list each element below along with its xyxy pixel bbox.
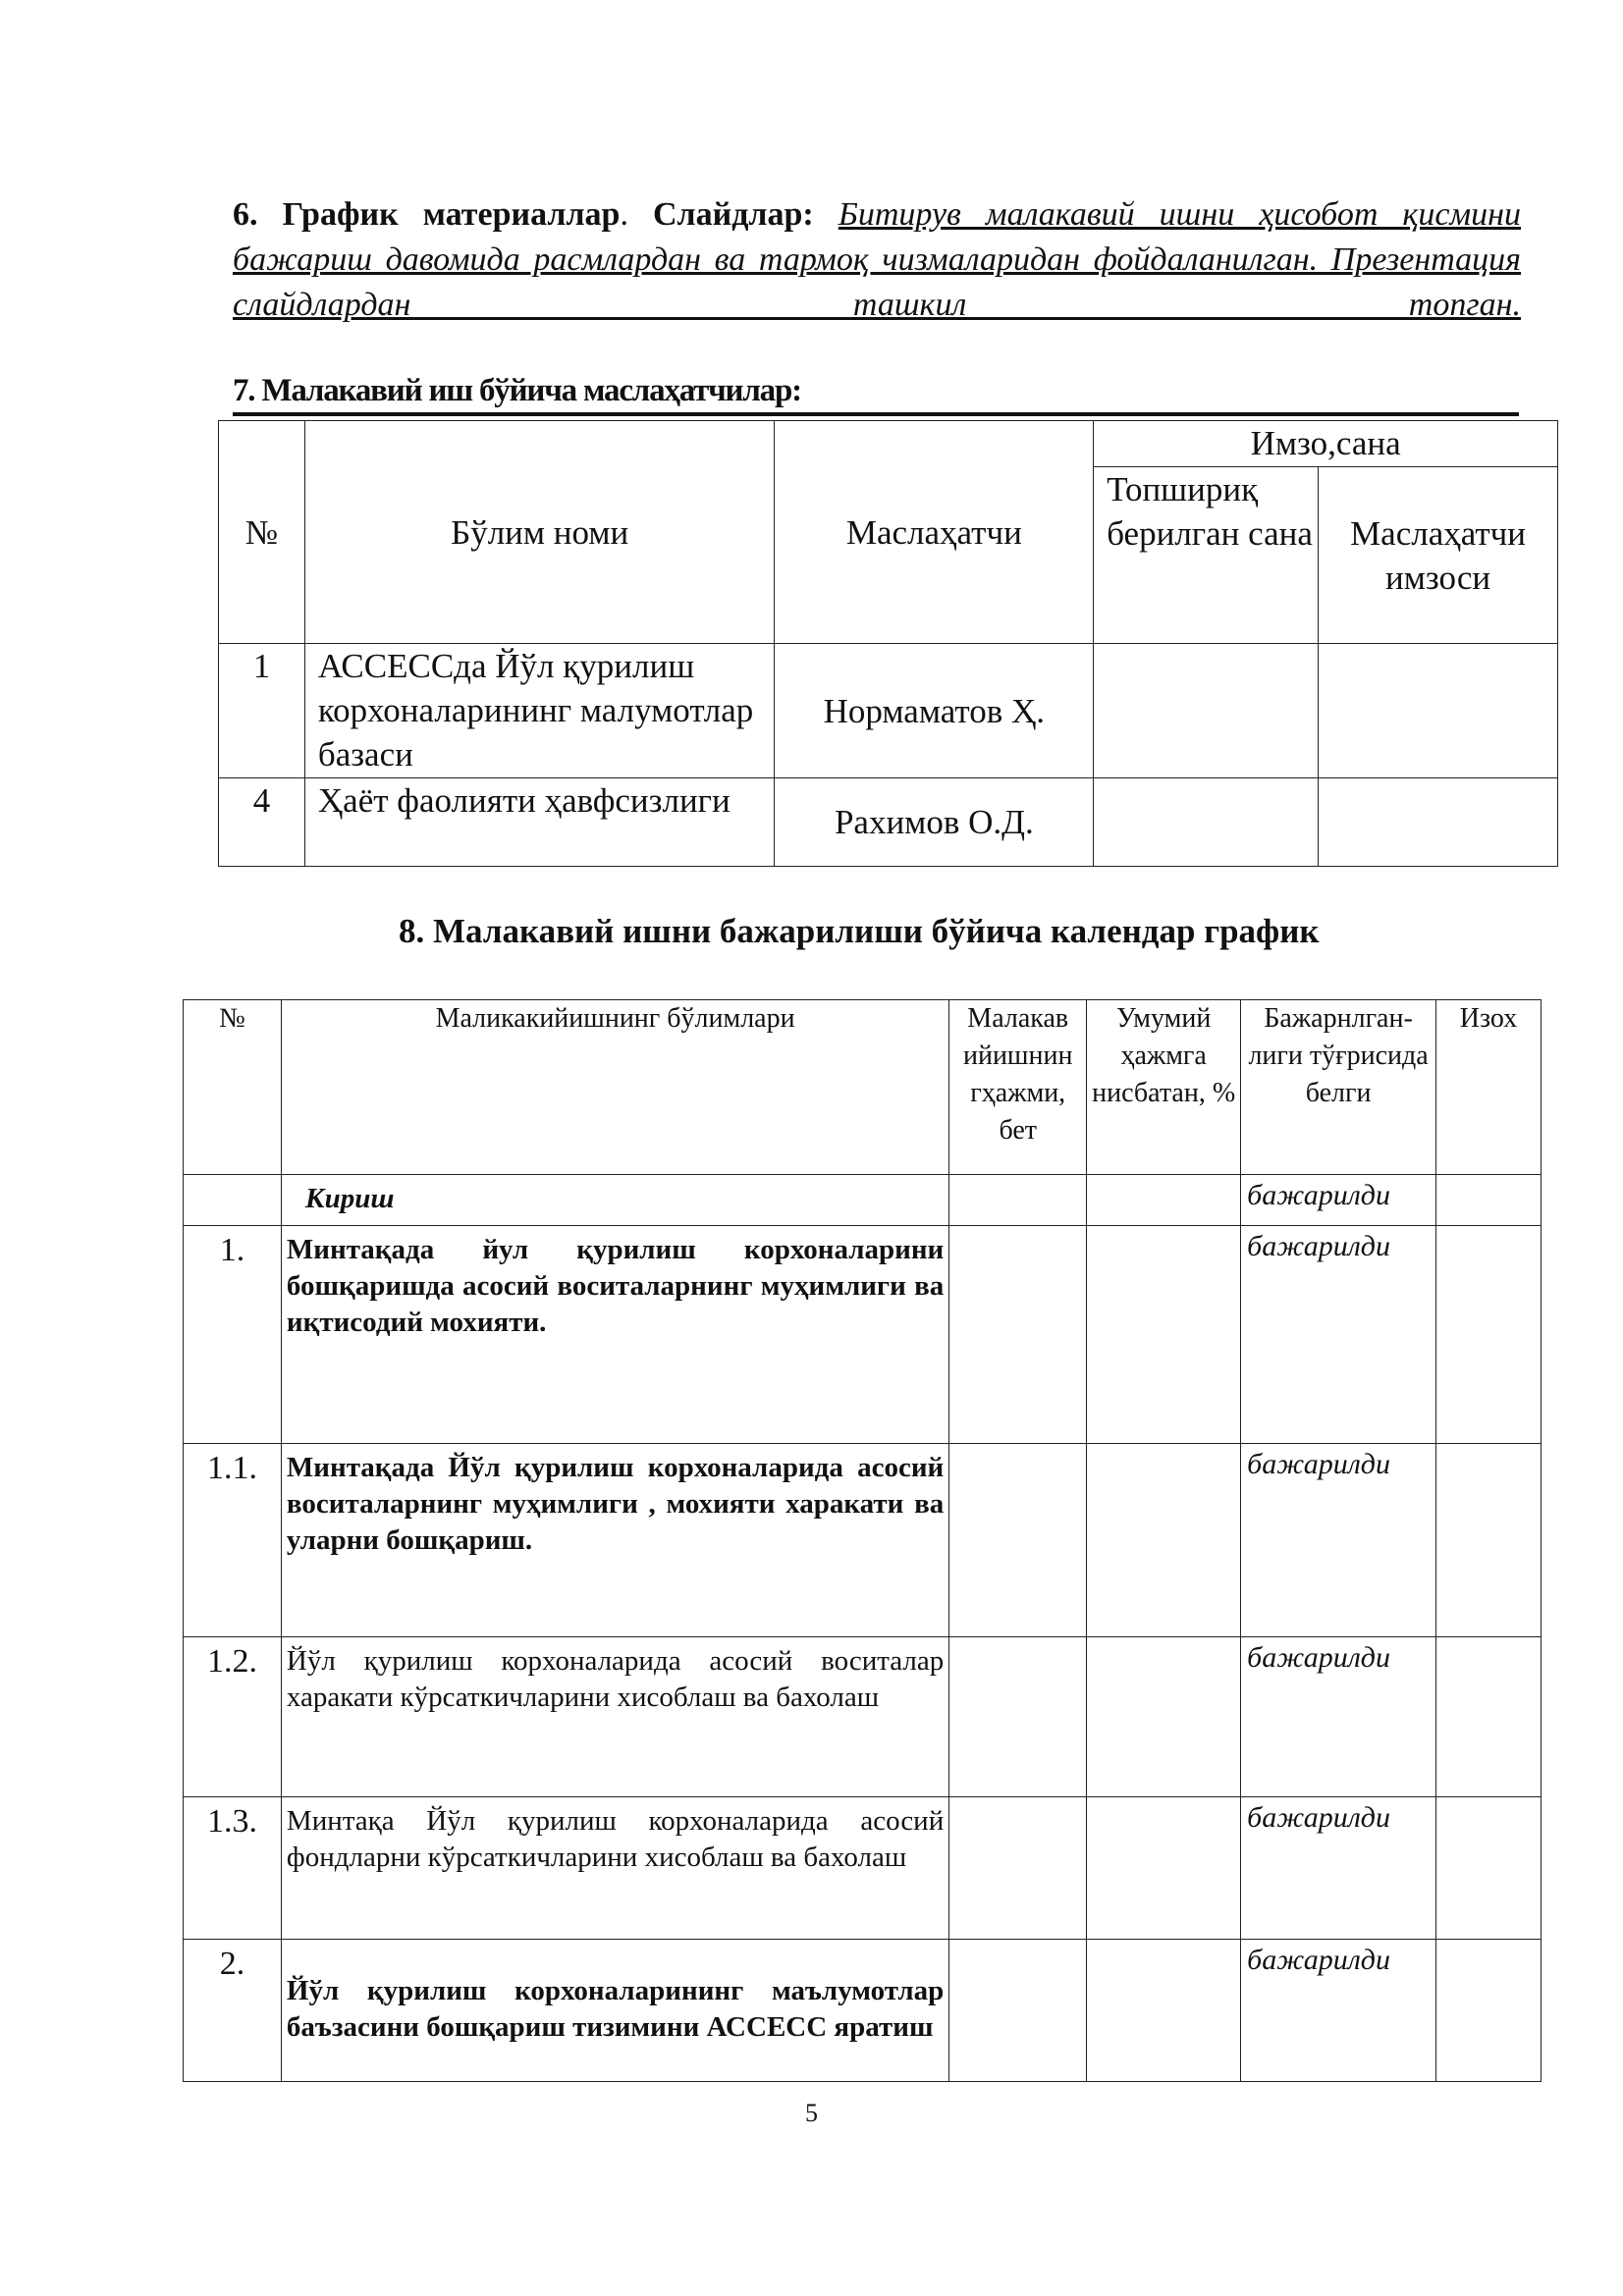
consultants-table	[218, 420, 1558, 867]
schedule-row-num: 1.	[184, 1226, 282, 1444]
schedule-row-volume	[949, 1637, 1087, 1797]
schedule-header-volume: Малакав ийишнин гҳажми, бет	[949, 1000, 1087, 1175]
schedule-row-percent	[1087, 1444, 1241, 1637]
section6-description: Битирув малакавий ишни ҳисобот қисмини бажариш давомида расмлардан ва тармоқ чизмаларидан фойдаланилган. Презентация слайдлардан ташкил топган.	[233, 196, 1521, 323]
schedule-row	[184, 1226, 1542, 1444]
section6-paragraph	[233, 192, 1521, 328]
schedule-row-status: бажарилди	[1241, 1637, 1436, 1797]
consultants-row	[219, 778, 1558, 867]
schedule-row-volume	[949, 1226, 1087, 1444]
schedule-row-percent	[1087, 1226, 1241, 1444]
consultant-row-section: АССЕССда Йўл қурилиш корхоналарининг малумотлар базаси	[304, 644, 775, 778]
schedule-row-status: бажарилди	[1241, 1797, 1436, 1940]
consultants-header-consultant: Маслаҳатчи	[775, 421, 1094, 644]
schedule-row-percent	[1087, 1175, 1241, 1226]
schedule-row	[184, 1175, 1542, 1226]
schedule-row-text: Минтақада Йўл қурилиш корхоналарида асосий воситаларнинг муҳимлиги , мохияти харакати ва уларни бошқариш.	[281, 1444, 948, 1637]
schedule-header-num: №	[184, 1000, 282, 1175]
consultant-row-name: Рахимов О.Д.	[775, 778, 1094, 867]
schedule-row-status: бажарилди	[1241, 1940, 1436, 2082]
schedule-row-status: бажарилди	[1241, 1444, 1436, 1637]
calendar-schedule-table	[183, 999, 1542, 2082]
schedule-row-num: 1.2.	[184, 1637, 282, 1797]
consultants-header-num: №	[219, 421, 305, 644]
schedule-row-volume	[949, 1444, 1087, 1637]
schedule-row-note	[1436, 1637, 1542, 1797]
consultant-row-num: 4	[219, 778, 305, 867]
schedule-row-num: 2.	[184, 1940, 282, 2082]
schedule-row-percent	[1087, 1940, 1241, 2082]
schedule-row-status: бажарилди	[1241, 1175, 1436, 1226]
schedule-row-note	[1436, 1175, 1542, 1226]
consultant-row-task-date	[1094, 778, 1319, 867]
schedule-row-percent	[1087, 1637, 1241, 1797]
schedule-row-text: Кириш	[281, 1175, 948, 1226]
consultant-row-signature	[1319, 644, 1558, 778]
section6-separator: .	[620, 196, 628, 233]
consultants-header-consultant-sign: Маслаҳатчи имзоси	[1319, 467, 1558, 644]
schedule-header-parts: Маликакийишнинг бўлимлари	[281, 1000, 948, 1175]
schedule-row	[184, 1637, 1542, 1797]
schedule-row-volume	[949, 1797, 1087, 1940]
schedule-row-text: Минтақада йул қурилиш корхоналарини бошқаришда асосий воситаларнинг муҳимлиги ва иқтисодий мохияти.	[281, 1226, 948, 1444]
consultants-header-section: Бўлим номи	[304, 421, 775, 644]
consultants-header-sign-date: Имзо,сана	[1094, 421, 1558, 467]
schedule-row-text: Минтақа Йўл қурилиш корхоналарида асосий фондларни кўрсаткичларини хисоблаш ва бахолаш	[281, 1797, 948, 1940]
schedule-row-text: Йўл қурилиш корхоналарида асосий воситалар харакати кўрсаткичларини хисоблаш ва бахолаш	[281, 1637, 948, 1797]
schedule-row-note	[1436, 1797, 1542, 1940]
schedule-row	[184, 1797, 1542, 1940]
schedule-row	[184, 1444, 1542, 1637]
consultant-row-section: Ҳаёт фаолияти ҳавфсизлиги	[304, 778, 775, 867]
consultant-row-task-date	[1094, 644, 1319, 778]
consultant-row-name: Нормаматов Ҳ.	[775, 644, 1094, 778]
schedule-header-done-mark: Бажарнлган-лиги тўғрисида белги	[1241, 1000, 1436, 1175]
schedule-header-percent: Умумий ҳажмга нисбатан, %	[1087, 1000, 1241, 1175]
schedule-row-num: 1.1.	[184, 1444, 282, 1637]
schedule-row-status: бажарилди	[1241, 1226, 1436, 1444]
consultant-row-signature	[1319, 778, 1558, 867]
consultant-row-num: 1	[219, 644, 305, 778]
schedule-row-text: Йўл қурилиш корхоналарининг маълумотлар баъзасини бошқариш тизимини АССЕСС яратиш	[281, 1940, 948, 2082]
schedule-row-percent	[1087, 1797, 1241, 1940]
section6-label: 6. График материаллар	[233, 196, 621, 233]
section8-title: 8. Малакавий ишни бажарилиши бўйича календар график	[399, 912, 1320, 950]
consultants-header-task-date: Топшириқ берилган сана	[1094, 467, 1319, 644]
schedule-row-volume	[949, 1940, 1087, 2082]
page-number: 5	[805, 2099, 818, 2127]
schedule-row-note	[1436, 1444, 1542, 1637]
section7-title: 7. Малакавий иш бўйича маслаҳатчилар:	[233, 371, 1519, 416]
schedule-row-note	[1436, 1226, 1542, 1444]
schedule-row-num	[184, 1175, 282, 1226]
schedule-header-note: Изох	[1436, 1000, 1542, 1175]
consultants-row	[219, 644, 1558, 778]
schedule-row	[184, 1940, 1542, 2082]
slides-label: Слайдлар:	[653, 196, 814, 233]
schedule-row-volume	[949, 1175, 1087, 1226]
schedule-row-note	[1436, 1940, 1542, 2082]
schedule-row-num: 1.3.	[184, 1797, 282, 1940]
